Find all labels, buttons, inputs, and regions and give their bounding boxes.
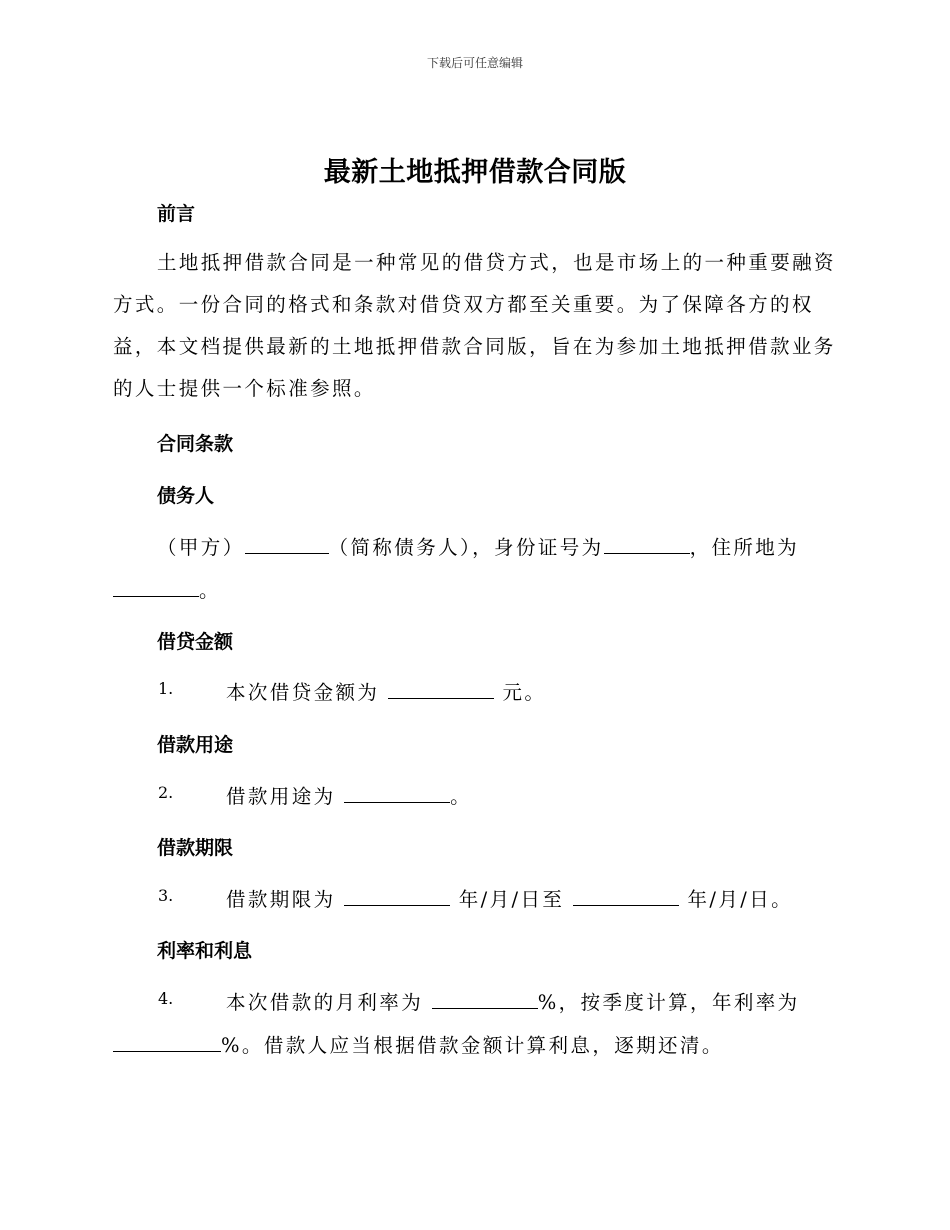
item-text: 借款期限为: [226, 888, 336, 911]
item-number: 4.: [158, 989, 174, 1008]
debtor-text: （简称债务人），身份证号为: [328, 536, 604, 559]
loan-term-heading: 借款期限: [157, 837, 234, 859]
debtor-heading: 债务人: [157, 485, 215, 507]
preface-heading: 前言: [157, 203, 196, 225]
preface-line: 方式。一份合同的格式和条款对借贷双方都至关重要。为了保障各方的权: [113, 293, 814, 316]
address-blank[interactable]: [113, 578, 199, 597]
item-text: 。: [450, 785, 473, 808]
debtor-text: 。: [199, 579, 221, 602]
item-number: 2.: [158, 783, 174, 802]
item-text: 元。: [502, 681, 547, 704]
header-note: 下载后可任意编辑: [426, 56, 523, 70]
interest-heading: 利率和利息: [157, 940, 253, 962]
debtor-text: ，住所地为: [689, 536, 800, 559]
id-number-blank[interactable]: [604, 535, 690, 554]
item-text: %，按季度计算，年利率为: [537, 991, 800, 1014]
item-text: 年/月/日至: [458, 888, 565, 911]
loan-amount-heading: 借贷金额: [157, 631, 234, 653]
document-title: 最新土地抵押借款合同版: [323, 157, 627, 188]
preface-line: 益，本文档提供最新的土地抵押借款合同版，旨在为参加土地抵押借款业务: [113, 335, 836, 358]
start-date-blank[interactable]: [344, 887, 450, 906]
debtor-line-2: [113, 575, 221, 603]
preface-line: 土地抵押借款合同是一种常见的借贷方式，也是市场上的一种重要融资: [157, 251, 836, 274]
loan-amount-blank[interactable]: [388, 680, 494, 699]
terms-heading: 合同条款: [157, 433, 234, 455]
loan-purpose-blank[interactable]: [344, 784, 450, 803]
annual-rate-blank[interactable]: [113, 1033, 221, 1052]
preface-paragraph: [113, 242, 836, 410]
item-number: 3.: [158, 886, 174, 905]
item-text: %。借款人应当根据借款金额计算利息，逐期还清。: [221, 1034, 724, 1057]
loan-purpose-heading: 借款用途: [157, 734, 234, 756]
item-text: 本次借款的月利率为: [226, 991, 424, 1014]
debtor-line: [157, 532, 799, 560]
end-date-blank[interactable]: [573, 887, 679, 906]
preface-line: 的人士提供一个标准参照。: [113, 377, 376, 400]
monthly-rate-blank[interactable]: [432, 990, 538, 1009]
interest-line-2: [113, 1030, 724, 1058]
item-text: 本次借贷金额为: [226, 681, 380, 704]
debtor-text: （甲方）: [157, 536, 245, 559]
item-number: 1.: [158, 679, 174, 698]
debtor-name-blank[interactable]: [245, 535, 329, 554]
item-text: 年/月/日。: [687, 888, 794, 911]
item-text: 借款用途为: [226, 785, 336, 808]
